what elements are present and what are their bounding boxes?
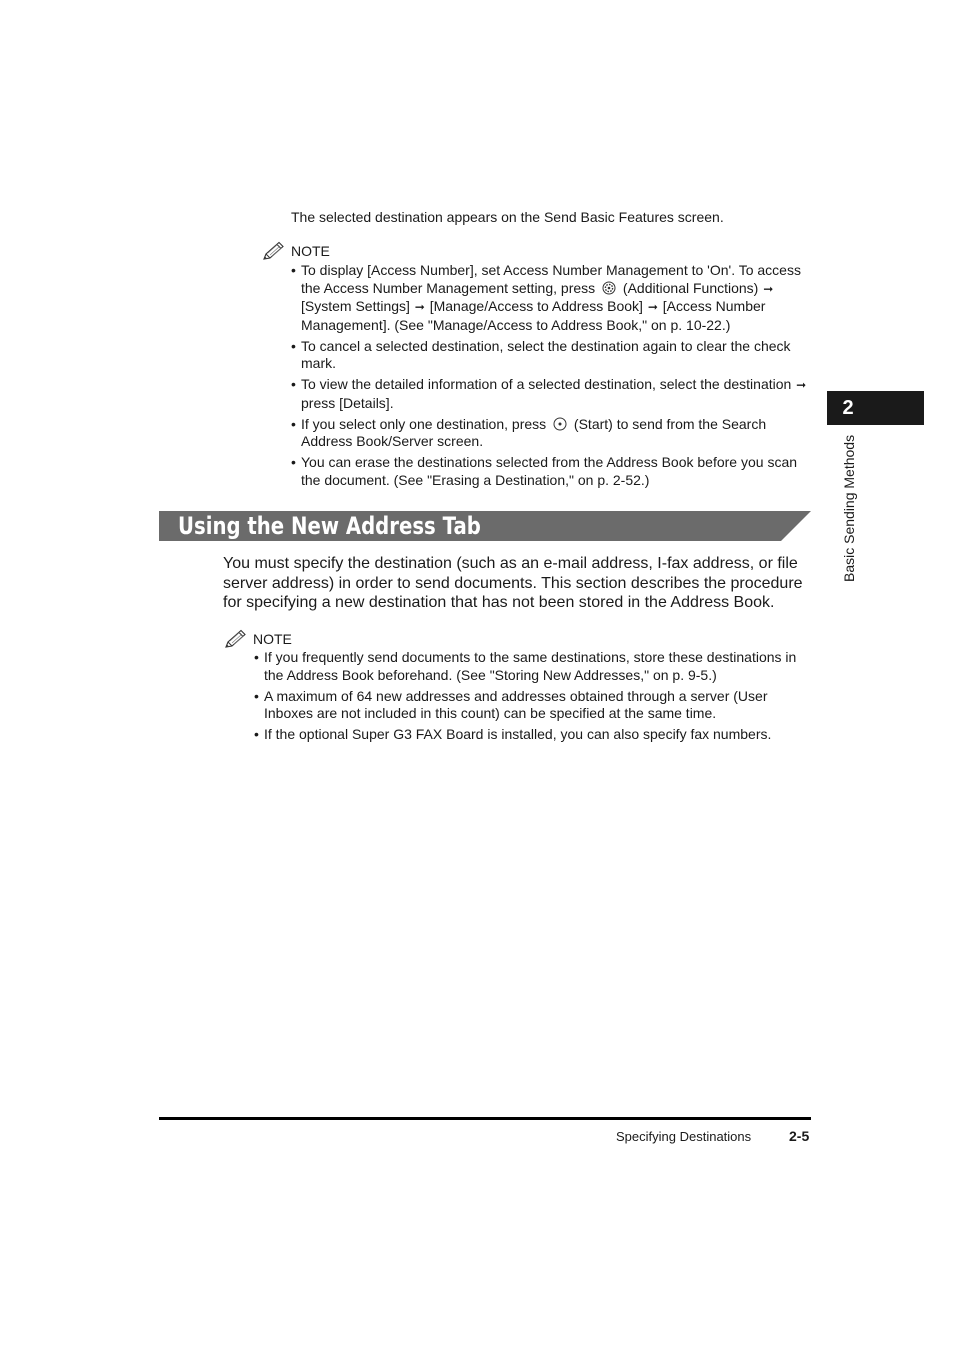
note-label: NOTE (291, 243, 330, 259)
list-item: • To display [Access Number], set Access Number Management to 'On'. To access the Access Number Management setting, press (Additional Functions) ➞ [System Settings] ➞ [Manage/Access to Address Book] ➞ [Access Number Management]. (See "Manage/Access to Address Book," on p. 10-22.) (291, 262, 801, 333)
chapter-side-title: Basic Sending Methods (841, 435, 857, 583)
chapter-number: 2 (842, 397, 854, 419)
start-icon (553, 417, 567, 431)
section-paragraph: You must specify the destination (such as an e-mail address, I-fax address, or file server address) in order to send documents. This section describes the procedure for specifying a new destination that has not been stored in the Address Book. (223, 555, 803, 611)
note-list (254, 649, 809, 747)
arrow-icon: ➞ (763, 281, 774, 296)
note-heading (262, 241, 330, 261)
intro-text: The selected destination appears on the Send Basic Features screen. (291, 209, 724, 225)
section-heading: Using the New Address Tab (178, 512, 481, 540)
list-item: • You can erase the destinations selected from the Address Book before you scan the document. (See "Erasing a Destination," on p. 2-52.) (291, 454, 798, 488)
page-number: 2-5 (789, 1128, 810, 1144)
section-heading-bar (159, 511, 811, 541)
arrow-icon: ➞ (647, 300, 658, 314)
list-item: • If you frequently send documents to the same destinations, store these destinations in the Address Book beforehand. (See "Storing New Addresses," on p. 9-5.) (254, 649, 797, 683)
additional-functions-icon (602, 281, 616, 295)
footer-section-title: Specifying Destinations (616, 1129, 752, 1144)
arrow-icon: ➞ (414, 300, 425, 314)
note-heading (224, 629, 292, 649)
list-item: • A maximum of 64 new addresses and addresses obtained through a server (User Inboxes are not included in this count) can be specified at the same time. (254, 687, 768, 721)
chapter-tab (827, 391, 924, 425)
note-label: NOTE (253, 631, 292, 647)
footer-rule (159, 1117, 811, 1120)
note-list (291, 262, 811, 493)
pencil-note-icon (224, 629, 248, 649)
pencil-note-icon (262, 241, 286, 261)
list-item: • If the optional Super G3 FAX Board is installed, you can also specify fax numbers. (254, 726, 772, 742)
list-item: • To view the detailed information of a selected destination, select the destination ➞ press [Details]. (291, 376, 807, 411)
list-item: • To cancel a selected destination, select the destination again to clear the check mark. (291, 337, 791, 371)
list-item: • If you select only one destination, press (Start) to send from the Search Address Book/Server screen. (291, 415, 767, 449)
arrow-icon: ➞ (796, 378, 807, 392)
